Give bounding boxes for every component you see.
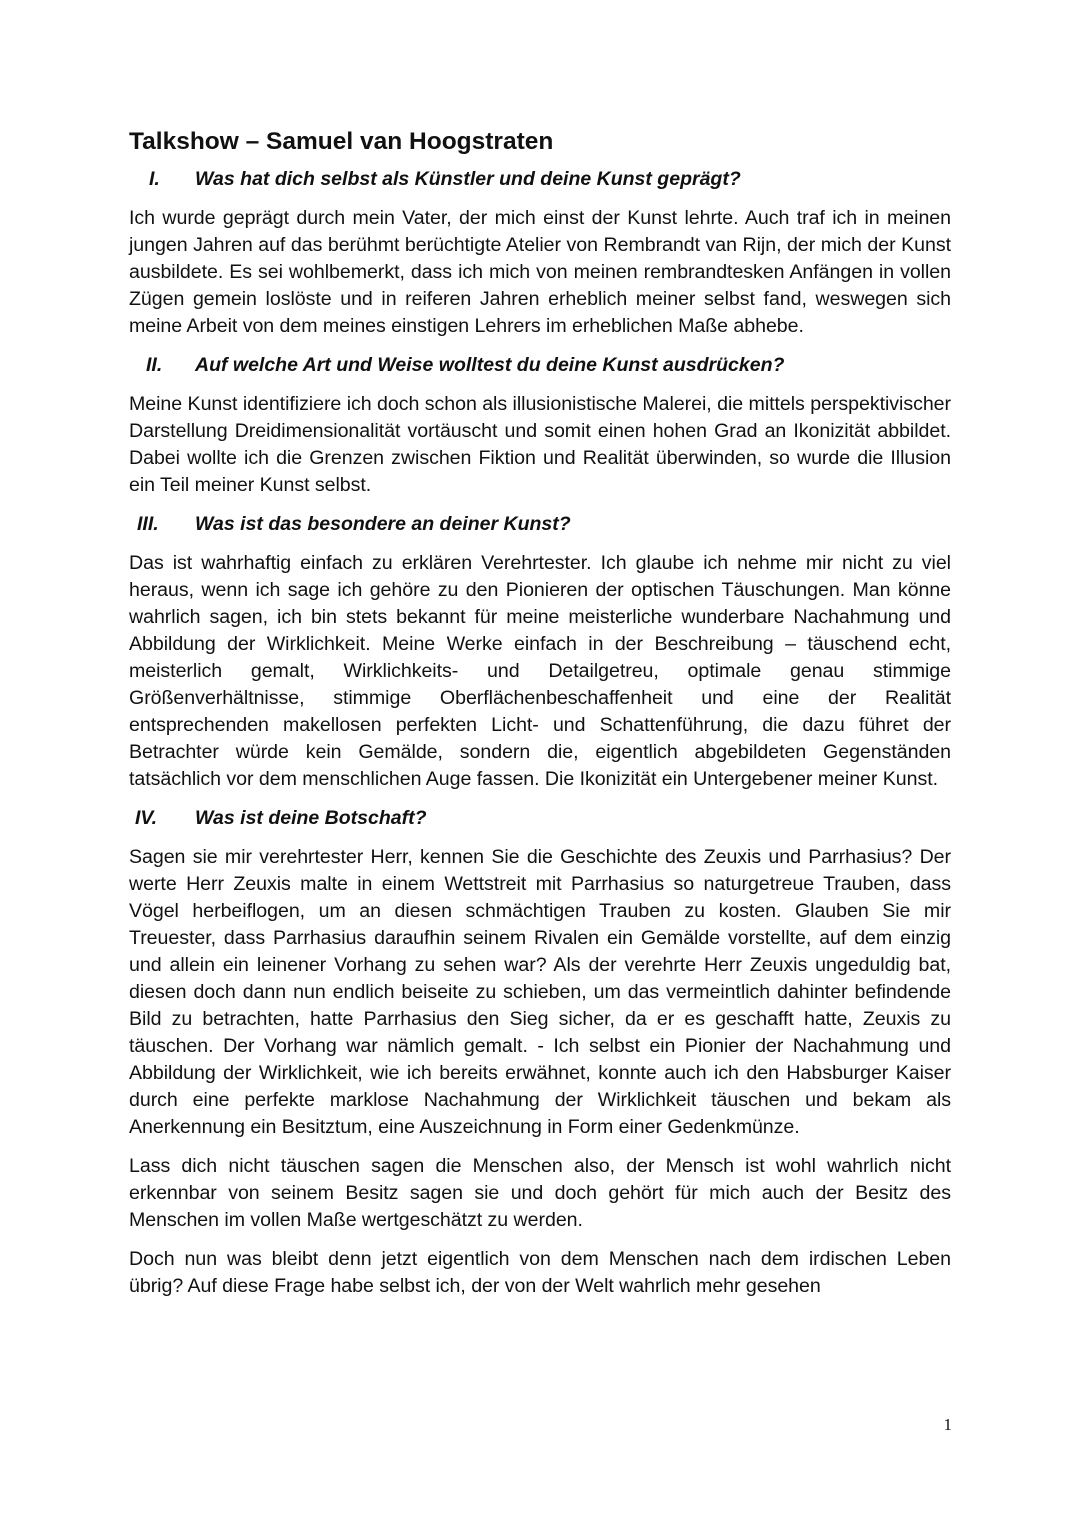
document-title: Talkshow – Samuel van Hoogstraten — [129, 128, 554, 155]
question-text: Auf welche Art und Weise wolltest du deine Kunst ausdrücken? — [195, 354, 785, 376]
question-heading-4 — [129, 805, 951, 832]
answer-paragraph: Ich wurde geprägt durch mein Vater, der mich einst der Kunst lehrte. Auch traf ich in meinen jungen Jahren auf das berühmt berüchtigte Atelier von Rembrandt van Rijn, der mich der Kunst ausbildete. Es sei wohlbemerkt, dass ich mich von meinen rembrandtesken Anfängen in vollen Zügen gemein loslöste und in reiferen Jahren erheblich meiner selbst fand, weswegen sich meine Arbeit von dem meines einstigen Lehrers im erheblichen Maße abhebe. — [129, 207, 951, 337]
question-text: Was ist deine Botschaft? — [195, 807, 427, 829]
question-text: Was ist das besondere an deiner Kunst? — [195, 513, 571, 535]
page-number: 1 — [943, 1415, 952, 1434]
question-heading-2 — [129, 352, 951, 379]
question-heading-1 — [129, 166, 951, 193]
question-numeral: IV. — [135, 807, 158, 829]
question-numeral: III. — [137, 513, 159, 535]
answer-paragraph: Sagen sie mir verehrtester Herr, kennen Sie die Geschichte des Zeuxis und Parrhasius? Der werte Herr Zeuxis malte in einem Wettstreit mit Parrhasius so naturgetreue Trauben, dass Vögel herbeiflogen, um an diesen schmächtigen Trauben zu kosten. Glauben Sie mir Treuester, dass Parrhasius daraufhin seinem Rivalen ein Gemälde vorstellte, auf dem einzig und allein ein leinener Vorhang zu sehen war? Als der verehrte Herr Zeuxis ungeduldig bat, diesen doch dann nun endlich beiseite zu schieben, um das vermeintlich dahinter befindende Bild zu betrachten, hatte Parrhasius den Sieg sicher, da er es geschafft hatte, Zeuxis zu täuschen. Der Vorhang war nämlich gemalt. - Ich selbst ein Pionier der Nachahmung und Abbildung der Wirklichkeit, wie ich bereits erwähnet, konnte auch ich den Habsburger Kaiser durch eine perfekte marklose Nachahmung der Wirklichkeit täuschen und bekam als Anerkennung ein Besitztum, eine Auszeichnung in Form einer Gedenkmünze. — [129, 846, 951, 1138]
answer-paragraph: Das ist wahrhaftig einfach zu erklären Verehrtester. Ich glaube ich nehme mir nicht zu viel heraus, wenn ich sage ich gehöre zu den Pionieren der optischen Täuschungen. Man könne wahrlich sagen, ich bin stets bekannt für meine meisterliche wunderbare Nachahmung und Abbildung der Wirklichkeit. Meine Werke einfach in der Beschreibung – täuschend echt, meisterlich gemalt, Wirklichkeits- und Detailgetreu, optimale genau stimmige Größenverhältnisse, stimmige Oberflächenbeschaffenheit und eine der Realität entsprechenden makellosen perfekten Licht- und Schattenführung, die dazu führet der Betrachter würde kein Gemälde, sondern die, eigentlich abgebildeten Gegenständen tatsächlich vor dem menschlichen Auge fassen. Die Ikonizität ein Untergebener meiner Kunst. — [129, 552, 951, 790]
answer-paragraph: Doch nun was bleibt denn jetzt eigentlich von dem Menschen nach dem irdischen Leben übrig? Auf diese Frage habe selbst ich, der von der Welt wahrlich mehr gesehen — [129, 1248, 951, 1297]
question-heading-3 — [129, 511, 951, 538]
document-page — [129, 124, 951, 1312]
question-numeral: I. — [149, 168, 160, 190]
question-text: Was hat dich selbst als Künstler und deine Kunst geprägt? — [195, 168, 741, 190]
question-numeral: II. — [146, 354, 163, 376]
answer-paragraph: Lass dich nicht täuschen sagen die Menschen also, der Mensch ist wohl wahrlich nicht erkennbar von seinem Besitz sagen sie und doch gehört für mich auch der Besitz des Menschen im vollen Maße wertgeschätzt zu werden. — [129, 1155, 951, 1231]
answer-paragraph: Meine Kunst identifiziere ich doch schon als illusionistische Malerei, die mittels perspektivischer Darstellung Dreidimensionalität vortäuscht und somit einen hohen Grad an Ikonizität abbildet. Dabei wollte ich die Grenzen zwischen Fiktion und Realität überwinden, so wurde die Illusion ein Teil meiner Kunst selbst. — [129, 393, 951, 496]
